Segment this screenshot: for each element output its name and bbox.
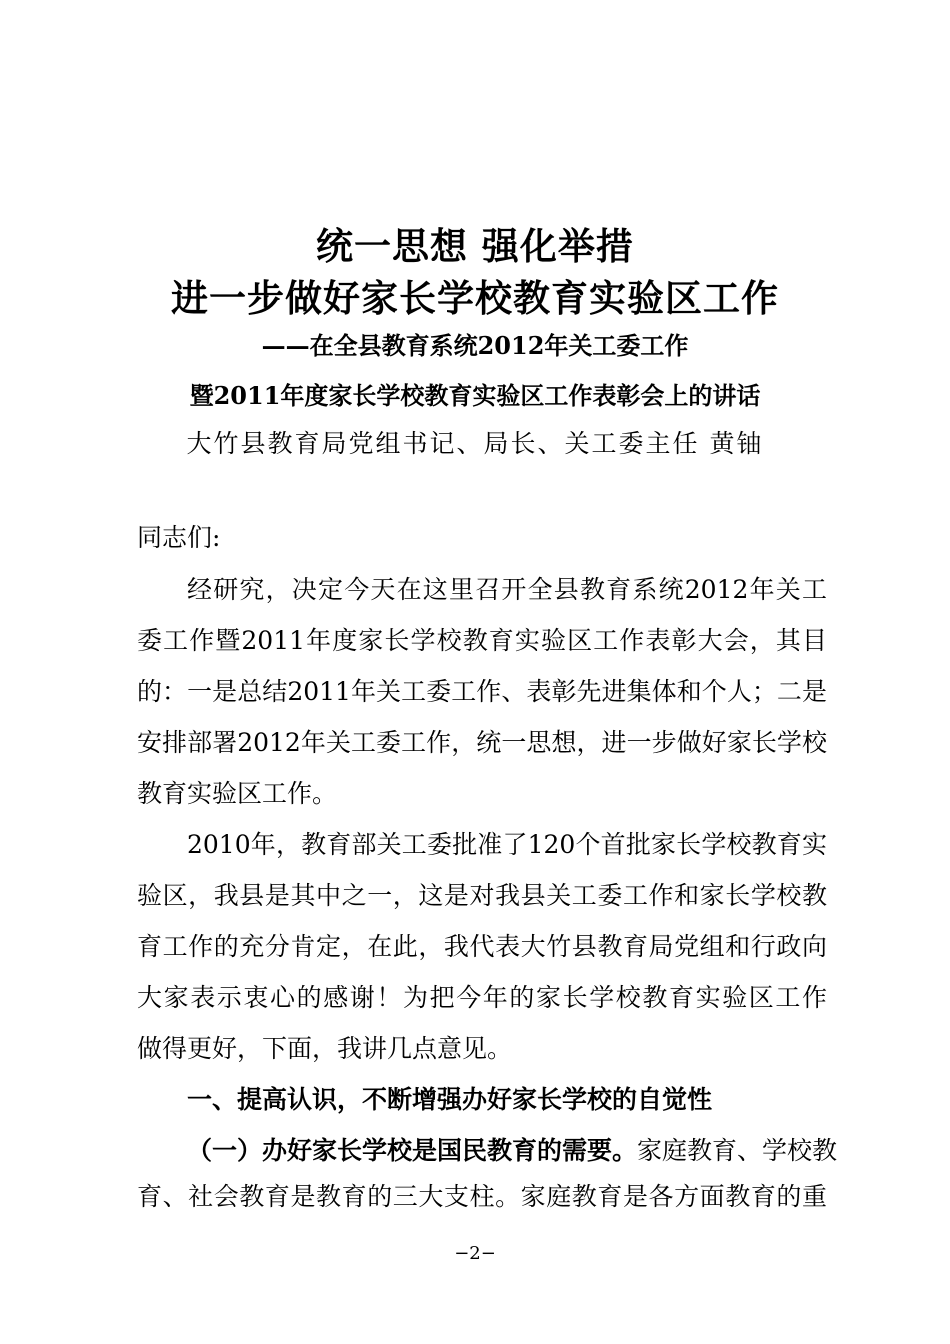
title-line-2: 进一步做好家长学校教育实验区工作 xyxy=(171,277,779,320)
paragraph-2-line-3: 育工作的充分肯定，在此，我代表大竹县教育局党组和行政向 xyxy=(137,932,827,961)
page-number: −2− xyxy=(454,1243,496,1264)
paragraph-1-line-3: 的：一是总结2011年关工委工作、表彰先进集体和个人；二是 xyxy=(137,677,827,706)
title-line-1: 统一思想 强化举措 xyxy=(316,225,634,268)
body-text-continued xyxy=(137,1133,838,1233)
paragraph-1-line-2: 委工作暨2011年度家长学校教育实验区工作表彰大会，其目 xyxy=(137,626,827,655)
author-line: 大竹县教育局党组书记、局长、关工委主任 黄铀 xyxy=(186,429,764,458)
paragraph-3-text: 家庭教育、学校教 xyxy=(637,1136,838,1165)
paragraph-3-line-2: 育、社会教育是教育的三大支柱。家庭教育是各方面教育的重 xyxy=(137,1182,827,1211)
salutation: 同志们: xyxy=(137,523,221,552)
subtitle-line-2: 暨2011年度家长学校教育实验区工作表彰会上的讲话 xyxy=(189,381,761,410)
paragraph-1-line-5: 教育实验区工作。 xyxy=(137,779,338,808)
body-text xyxy=(137,520,827,1140)
paragraph-3-line-1 xyxy=(187,1133,838,1169)
subsection-1-heading: （一）办好家长学校是国民教育的需要。 xyxy=(187,1136,638,1165)
paragraph-2-line-1: 2010年，教育部关工委批准了120个首批家长学校教育实 xyxy=(187,830,827,859)
section-1-heading: 一、提高认识，不断增强办好家长学校的自觉性 xyxy=(187,1085,713,1114)
paragraph-2-line-2: 验区，我县是其中之一，这是对我县关工委工作和家长学校教 xyxy=(137,881,827,910)
paragraph-1-line-4: 安排部署2012年关工委工作，统一思想，进一步做好家长学校 xyxy=(137,728,827,757)
paragraph-1-line-1: 经研究，决定今天在这里召开全县教育系统2012年关工 xyxy=(187,575,827,604)
paragraph-2-line-5: 做得更好，下面，我讲几点意见。 xyxy=(137,1034,513,1063)
subtitle-line-1: ——在全县教育系统2012年关工委工作 xyxy=(261,331,689,360)
paragraph-2-line-4: 大家表示衷心的感谢！为把今年的家长学校教育实验区工作 xyxy=(137,983,827,1012)
